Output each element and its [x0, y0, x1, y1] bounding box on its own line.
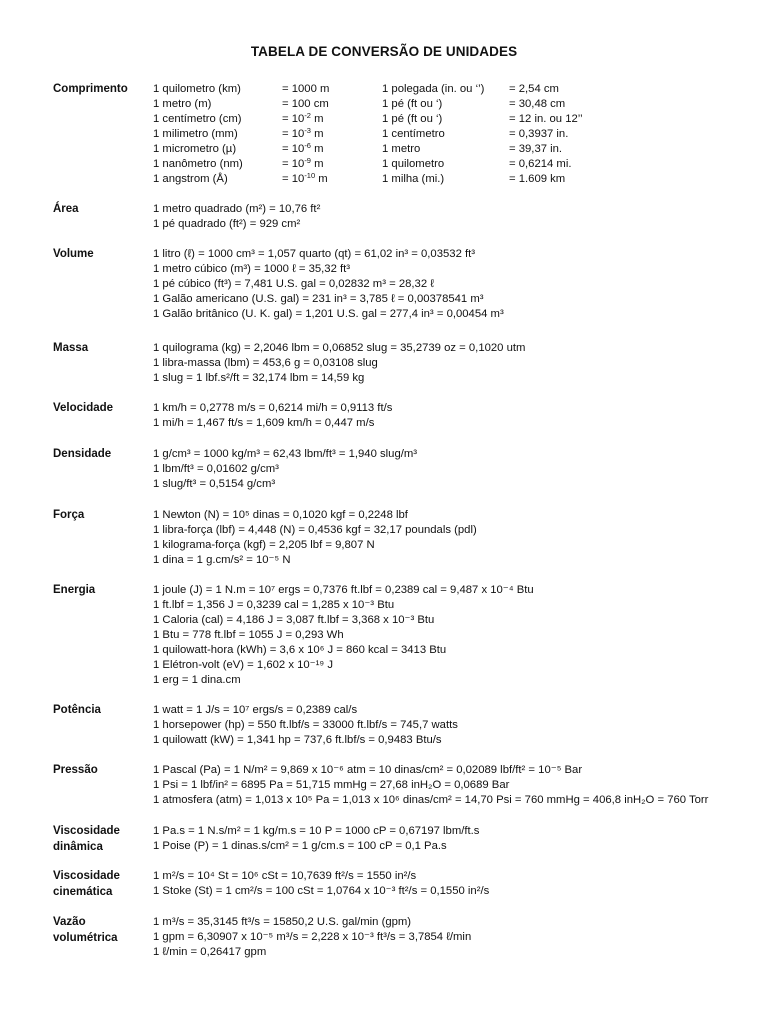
section-label-vazao-volumetrica: Vazão volumétrica [53, 916, 118, 944]
section-label-forca: Força [53, 509, 85, 521]
conversion-line: 1 horsepower (hp) = 550 ft.lbf/s = 33000 ft.lbf/s = 745,7 watts [153, 719, 458, 731]
conversion-line: 1 quilowatt-hora (kWh) = 3,6 x 10⁶ J = 860 kcal = 3413 Btu [153, 644, 447, 656]
length-unit: 1 centímetro [382, 128, 445, 140]
conversion-line: 1 quilograma (kg) = 2,2046 lbm = 0,06852 slug = 35,2739 oz = 0,1020 utm [153, 342, 526, 354]
length-unit: 1 quilometro [382, 158, 445, 170]
conversion-line: 1 Galão britânico (U. K. gal) = 1,201 U.S. gal = 277,4 in³ = 0,00454 m³ [153, 308, 504, 320]
length-value: = 0,3937 in. [509, 128, 569, 140]
length-value: = 0,6214 mi. [509, 158, 572, 170]
section-label-densidade: Densidade [53, 448, 112, 460]
length-unit: 1 centímetro (cm) [153, 113, 242, 125]
length-value: = 2,54 cm [509, 83, 559, 95]
exponent: -9 [304, 156, 311, 165]
conversion-line: 1 atmosfera (atm) = 1,013 x 10⁵ Pa = 1,013 x 10⁶ dinas/cm² = 14,70 Psi = 760 mmHg = 406,8 inH₂O = 760 Torr [153, 794, 709, 806]
length-unit: 1 milimetro (mm) [153, 128, 238, 140]
length-unit: 1 metro (m) [153, 98, 212, 110]
conversion-line: 1 libra-massa (lbm) = 453,6 g = 0,03108 slug [153, 357, 378, 369]
length-unit: 1 milha (mi.) [382, 173, 445, 185]
conversion-line: 1 Psi = 1 lbf/in² = 6895 Pa = 51,715 mmHg = 27,68 inH₂O = 0,0689 Bar [153, 779, 510, 791]
conversion-line: 1 joule (J) = 1 N.m = 10⁷ ergs = 0,7376 ft.lbf = 0,2389 cal = 9,487 x 10⁻⁴ Btu [153, 584, 534, 596]
conversion-line: 1 litro (ℓ) = 1000 cm³ = 1,057 quarto (qt) = 61,02 in³ = 0,03532 ft³ [153, 248, 476, 260]
conversion-line: 1 Poise (P) = 1 dinas.s/cm² = 1 g/cm.s = 100 cP = 0,1 Pa.s [153, 840, 447, 852]
length-unit: 1 pé (ft ou ‘) [382, 98, 443, 110]
section-label-pressao: Pressão [53, 764, 98, 776]
conversion-line: 1 Stoke (St) = 1 cm²/s = 100 cSt = 1,0764 x 10⁻³ ft²/s = 0,1550 in²/s [153, 885, 490, 897]
length-value: = 1000 m [282, 83, 330, 95]
length-value: = 39,37 in. [509, 143, 563, 155]
conversion-line: 1 Caloria (cal) = 4,186 J = 3,087 ft.lbf = 3,368 x 10⁻³ Btu [153, 614, 435, 626]
exponent: -6 [304, 141, 311, 150]
length-unit: 1 quilometro (km) [153, 83, 241, 95]
length-value: = $10^{-9}$ m [282, 156, 324, 170]
conversion-line: 1 mi/h = 1,467 ft/s = 1,609 km/h = 0,447 m/s [153, 417, 375, 429]
conversion-line: 1 ℓ/min = 0,26417 gpm [153, 946, 267, 958]
length-unit: 1 pé (ft ou ‘) [382, 113, 443, 125]
section-label-massa: Massa [53, 342, 89, 354]
conversion-line: 1 slug/ft³ = 0,5154 g/cm³ [153, 478, 276, 490]
conversion-line: 1 metro cúbico (m³) = 1000 ℓ = 35,32 ft³ [153, 263, 351, 275]
length-value: = 30,48 cm [509, 98, 566, 110]
length-value: = $10^{-2}$ m [282, 111, 324, 125]
conversion-line: 1 m²/s = 10⁴ St = 10⁶ cSt = 10,7639 ft²/s = 1550 in²/s [153, 870, 417, 882]
length-unit: 1 nanômetro (nm) [153, 158, 243, 170]
conversion-line: 1 libra-força (lbf) = 4,448 (N) = 0,4536 kgf = 32,17 poundals (pdl) [153, 524, 477, 536]
section-label-comprimento: Comprimento [53, 83, 128, 95]
conversion-line: 1 erg = 1 dina.cm [153, 674, 241, 686]
length-value: = $10^{-10}$ m [282, 171, 328, 185]
conversion-line: 1 metro quadrado (m²) = 10,76 ft² [153, 203, 321, 215]
exponent: -3 [304, 126, 311, 135]
section-label-viscosidade-cinematica: Viscosidade cinemática [53, 870, 120, 898]
section-label-volume: Volume [53, 248, 94, 260]
conversion-line: 1 Newton (N) = 10⁵ dinas = 0,1020 kgf = 0,2248 lbf [153, 509, 408, 521]
conversion-line: 1 g/cm³ = 1000 kg/m³ = 62,43 lbm/ft³ = 1,940 slug/m³ [153, 448, 418, 460]
conversion-line: 1 ft.lbf = 1,356 J = 0,3239 cal = 1,285 x 10⁻³ Btu [153, 599, 395, 611]
conversion-line: 1 Galão americano (U.S. gal) = 231 in³ = 3,785 ℓ = 0,00378541 m³ [153, 293, 484, 305]
length-value: = $10^{-3}$ m [282, 126, 324, 140]
conversion-line: 1 pé quadrado (ft²) = 929 cm² [153, 218, 301, 230]
conversion-line: 1 km/h = 0,2778 m/s = 0,6214 mi/h = 0,9113 ft/s [153, 402, 393, 414]
exponent: -2 [304, 111, 311, 120]
conversion-line: 1 watt = 1 J/s = 10⁷ ergs/s = 0,2389 cal/s [153, 704, 358, 716]
conversion-line: 1 slug = 1 lbf.s²/ft = 32,174 lbm = 14,59 kg [153, 372, 365, 384]
conversion-line: 1 kilograma-força (kgf) = 2,205 lbf = 9,807 N [153, 539, 375, 551]
length-unit: 1 metro [382, 143, 421, 155]
section-label-potencia: Potência [53, 704, 101, 716]
length-unit: 1 micrometro (µ) [153, 143, 237, 155]
length-unit: 1 angstrom (Å) [153, 173, 228, 185]
conversion-line: 1 dina = 1 g.cm/s² = 10⁻⁵ N [153, 554, 291, 566]
length-value: = 1.609 km [509, 173, 566, 185]
conversion-line: 1 quilowatt (kW) = 1,341 hp = 737,6 ft.lbf/s = 0,9483 Btu/s [153, 734, 442, 746]
conversion-line: 1 Btu = 778 ft.lbf = 1055 J = 0,293 Wh [153, 629, 344, 641]
conversion-line: 1 lbm/ft³ = 0,01602 g/cm³ [153, 463, 279, 475]
exponent: -10 [304, 171, 316, 180]
conversion-line: 1 Pa.s = 1 N.s/m² = 1 kg/m.s = 10 P = 1000 cP = 0,67197 lbm/ft.s [153, 825, 480, 837]
conversion-line: 1 Pascal (Pa) = 1 N/m² = 9,869 x 10⁻⁶ atm = 10 dinas/cm² = 0,02089 lbf/ft² = 10⁻⁵ Bar [153, 764, 583, 776]
length-value: = 12 in. ou 12’’ [509, 113, 583, 125]
page-title: TABELA DE CONVERSÃO DE UNIDADES [250, 44, 518, 59]
length-unit: 1 polegada (in. ou ‘’) [382, 83, 485, 95]
section-label-velocidade: Velocidade [53, 402, 114, 414]
section-label-viscosidade-dinamica: Viscosidade dinâmica [53, 825, 120, 853]
conversion-line: 1 gpm = 6,30907 x 10⁻⁵ m³/s = 2,228 x 10⁻³ ft³/s = 3,7854 ℓ/min [153, 931, 472, 943]
section-label-area: Área [53, 203, 79, 215]
length-value: = 100 cm [282, 98, 329, 110]
conversion-line: 1 m³/s = 35,3145 ft³/s = 15850,2 U.S. gal/min (gpm) [153, 916, 412, 928]
section-label-energia: Energia [53, 584, 96, 596]
conversion-line: 1 pé cúbico (ft³) = 7,481 U.S. gal = 0,02832 m³ = 28,32 ℓ [153, 278, 434, 290]
length-value: = $10^{-6}$ m [282, 141, 324, 155]
conversion-line: 1 Elétron-volt (eV) = 1,602 x 10⁻¹⁹ J [153, 659, 334, 671]
